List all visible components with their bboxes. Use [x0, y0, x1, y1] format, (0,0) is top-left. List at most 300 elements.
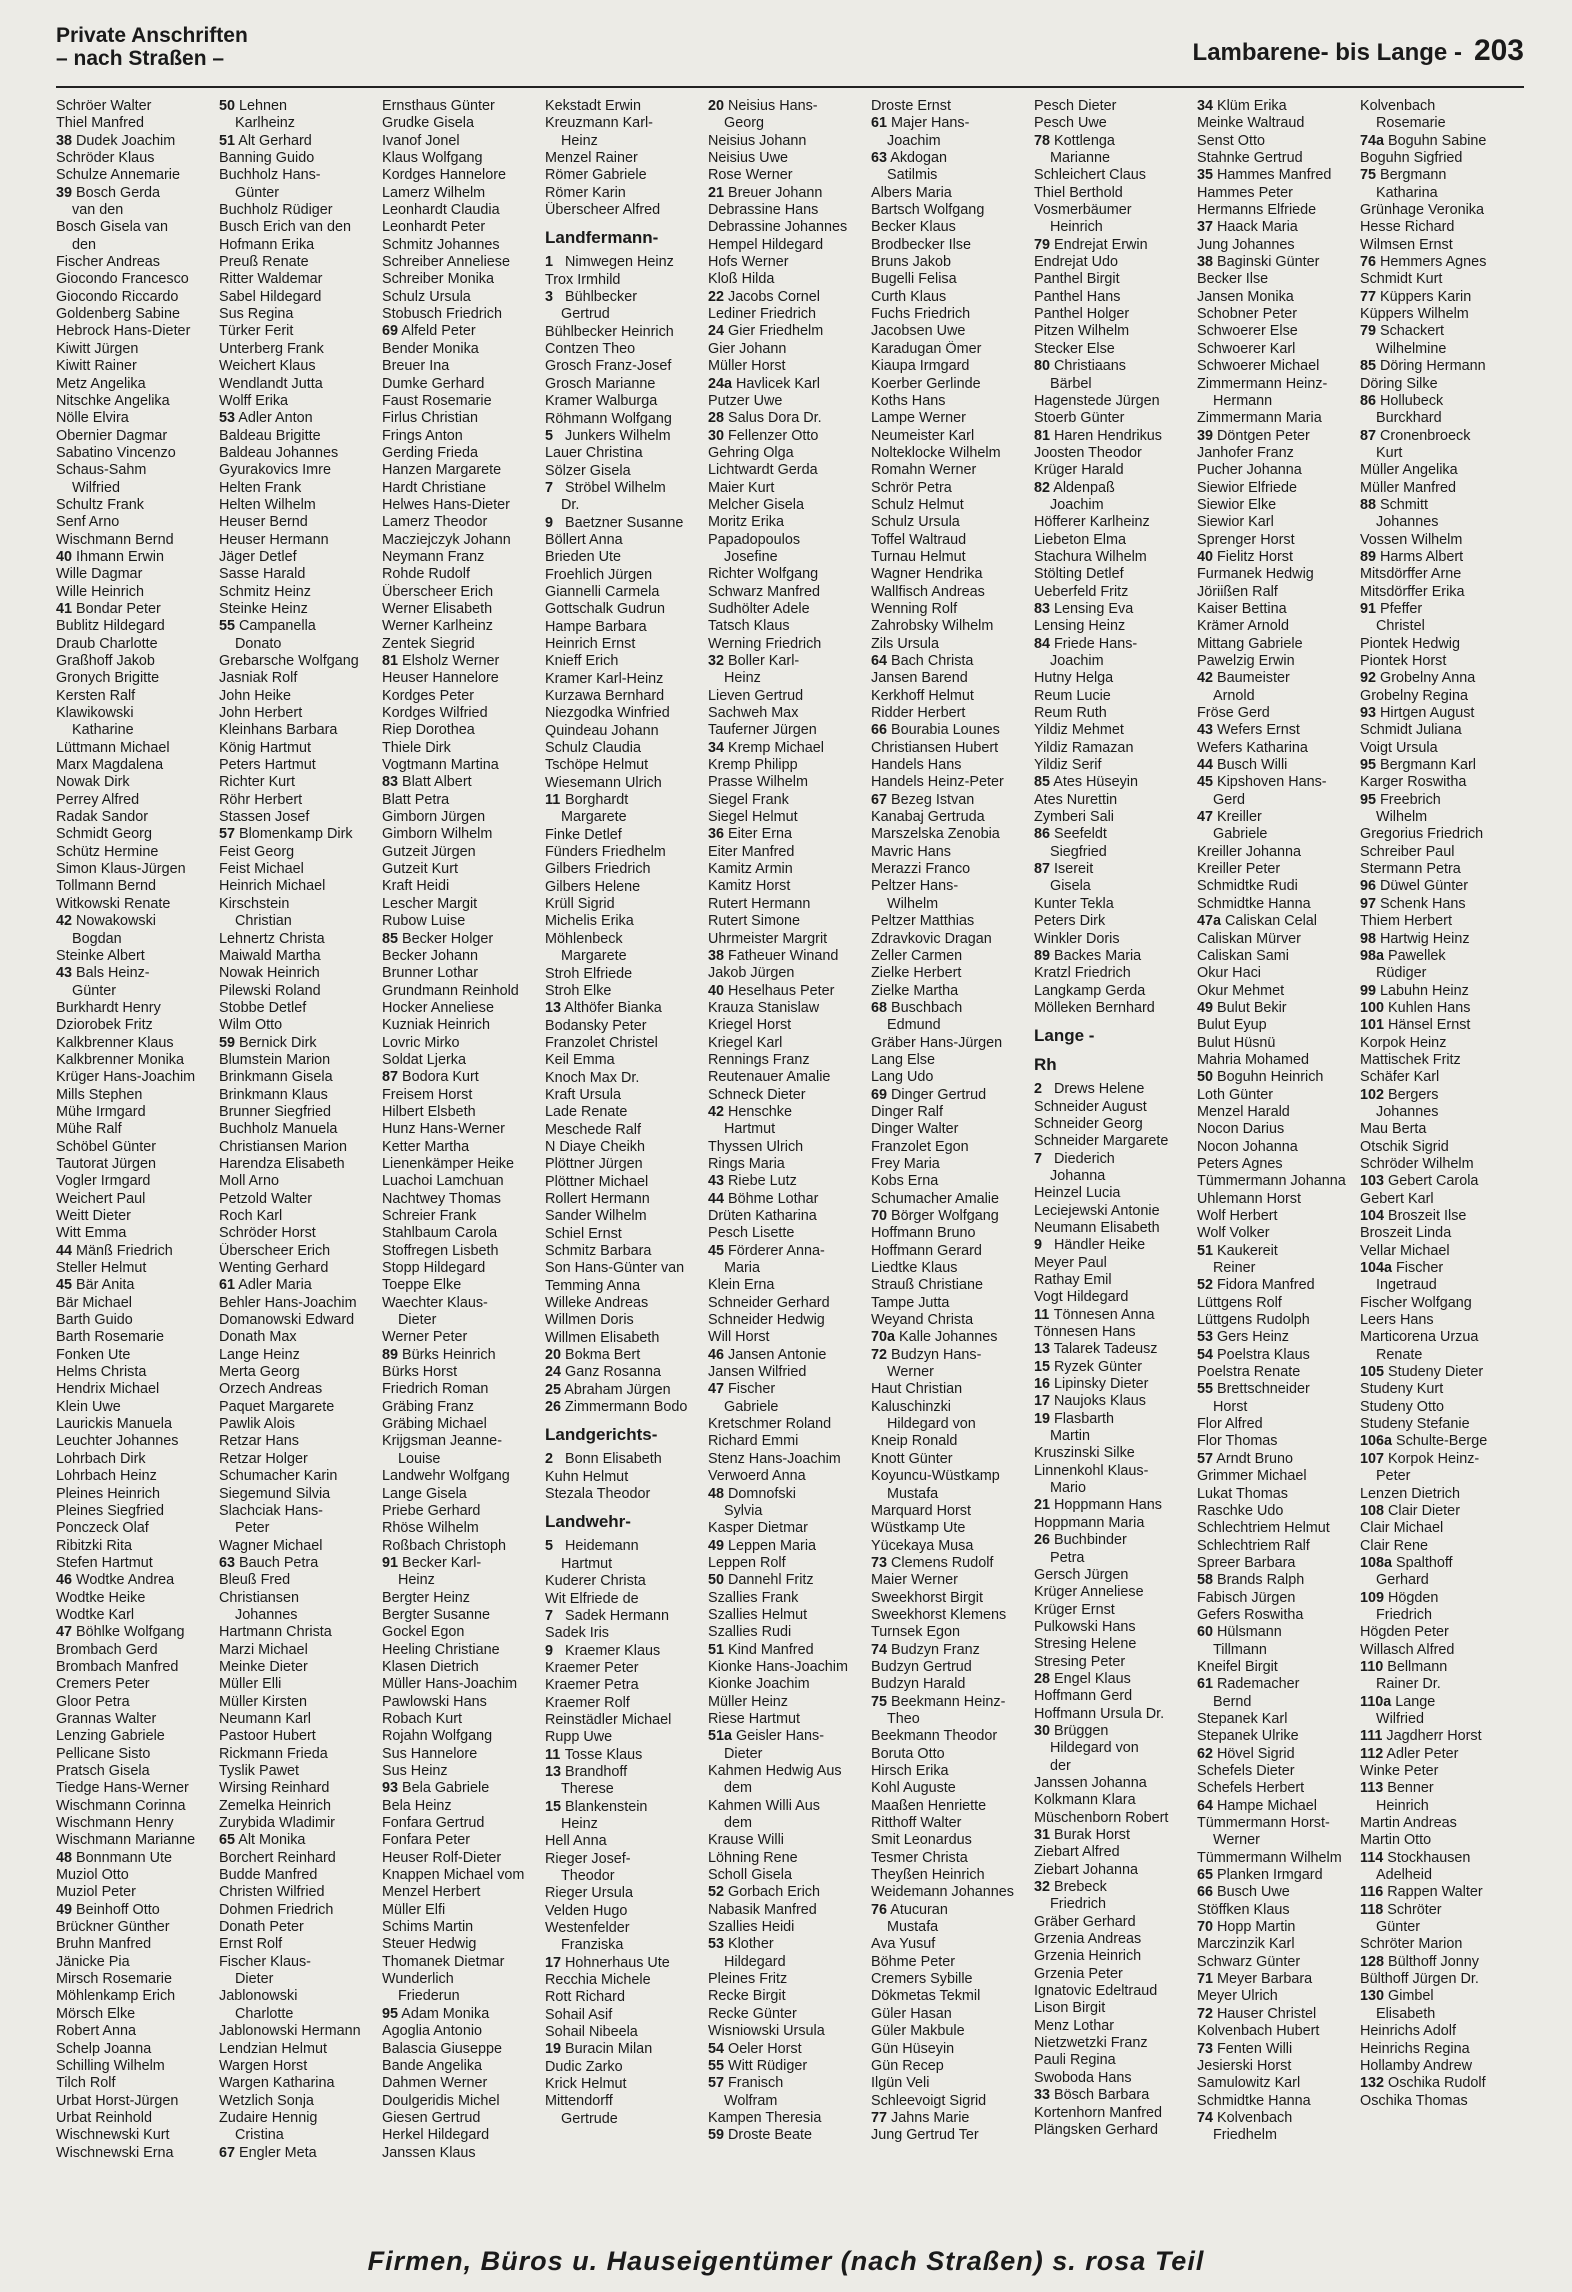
directory-entry: Brombach Manfred — [56, 1658, 179, 1675]
entry-continuation: Franziska — [561, 1937, 624, 1954]
directory-entry: Debrassine Hans — [708, 202, 819, 219]
directory-entry: Barth Guido — [56, 1312, 133, 1329]
house-number: 74 — [1197, 2109, 1214, 2126]
directory-entry: Werning Friedrich — [708, 635, 822, 652]
street-range: Lambarene- bis Lange - — [1192, 39, 1462, 66]
directory-entry: Schulze Annemarie — [56, 167, 180, 184]
directory-entry: Vogtmann Martina — [382, 757, 499, 774]
directory-entry: Sachweh Max — [708, 705, 799, 722]
directory-entry: Grannas Walter — [56, 1710, 157, 1727]
house-number: 21 — [1034, 1497, 1051, 1514]
directory-entry: Müller Kirsten — [219, 1693, 307, 1710]
directory-entry: Kreiller Johanna — [1197, 843, 1301, 860]
directory-entry: Kamitz Armin — [708, 861, 793, 878]
directory-entry: Karger Roswitha — [1360, 774, 1467, 791]
directory-entry: Gutzeit Kurt — [382, 861, 458, 878]
directory-entry: 87 Bodora Kurt — [382, 1069, 479, 1086]
directory-entry: Reinstädler Michael — [545, 1711, 672, 1728]
directory-entry: Gün Recep — [871, 2057, 944, 2074]
house-number: 108 — [1360, 1502, 1385, 1519]
directory-entry: Baldeau Johannes — [219, 444, 339, 461]
directory-entry: Steinke Albert — [56, 947, 145, 964]
entry-continuation: Tillmann — [1213, 1641, 1267, 1658]
directory-entry: Schulz Helmut — [871, 496, 964, 513]
directory-entry: Gottschalk Gudrun — [545, 601, 665, 618]
entry-continuation: Hildegard — [724, 1953, 786, 1970]
house-number: 2 — [545, 1451, 554, 1468]
directory-entry: 61 Rademacher — [1197, 1676, 1300, 1693]
directory-entry: Kolvenbach Hubert — [1197, 2023, 1320, 2040]
directory-entry: Tschöpe Helmut — [545, 757, 649, 774]
directory-entry: Bender Monika — [382, 340, 479, 357]
directory-entry: Gimborn Jürgen — [382, 809, 486, 826]
directory-entry: Jänicke Pia — [56, 1953, 130, 1970]
directory-entry: Kobs Erna — [871, 1173, 939, 1190]
entry-continuation: Adelheid — [1376, 1867, 1433, 1884]
directory-entry: Lediner Friedrich — [708, 306, 816, 323]
directory-entry: Gilbers Helene — [545, 878, 641, 895]
entry-continuation: Dr. — [561, 497, 580, 514]
directory-entry: Schumacher Amalie — [871, 1190, 999, 1207]
directory-entry: Siegel Helmut — [708, 809, 798, 826]
directory-entry: 63 Akdogan — [871, 150, 948, 167]
directory-entry: 70 Hopp Martin — [1197, 1919, 1296, 1936]
directory-entry: Panthel Holger — [1034, 306, 1130, 323]
entry-continuation: Wilfried — [1376, 1710, 1424, 1727]
directory-entry: Kiwitt Jürgen — [56, 340, 139, 357]
directory-entry: Knott Günter — [871, 1450, 953, 1467]
directory-entry: Janssen Klaus — [382, 2144, 476, 2161]
directory-entry: 33 Bösch Barbara — [1034, 2087, 1150, 2104]
directory-entry: Krause Willi — [708, 1832, 784, 1849]
directory-entry: Donath Max — [219, 1329, 297, 1346]
directory-entry: Gräber Gerhard — [1034, 1913, 1136, 1930]
directory-entry: Budzyn Harald — [871, 1676, 966, 1693]
entry-continuation: Katharine — [72, 722, 134, 739]
house-number: 79 — [1034, 236, 1051, 253]
directory-entry: Müller Angelika — [1360, 462, 1458, 479]
directory-entry: Schmitz Heinz — [219, 583, 311, 600]
directory-entry: Jablonowski Hermann — [219, 2023, 361, 2040]
directory-entry: 20 Neisius Hans- — [708, 98, 818, 114]
house-number: 11 — [1034, 1306, 1050, 1323]
directory-entry: Tümmermann Horst- — [1197, 1815, 1330, 1832]
directory-entry: Pratsch Gisela — [56, 1763, 150, 1779]
directory-entry: Kleinhans Barbara — [219, 722, 338, 739]
directory-entry: Hoffmann Gerard — [871, 1242, 982, 1259]
directory-entry: Leers Hans — [1360, 1312, 1434, 1329]
directory-entry: Hocker Anneliese — [382, 999, 494, 1016]
house-number: 71 — [1197, 1971, 1214, 1988]
directory-entry: Raschke Udo — [1197, 1502, 1284, 1519]
directory-entry: Marticorena Urzua — [1360, 1329, 1479, 1346]
directory-entry: Dohmen Friedrich — [219, 1901, 334, 1918]
directory-entry: Okur Haci — [1197, 965, 1261, 982]
directory-entry: Schröder Wilhelm — [1360, 1155, 1474, 1172]
directory-entry: 42 Nowakowski — [56, 913, 156, 930]
directory-entry: Überscheer Alfred — [545, 202, 661, 219]
house-number: 87 — [1034, 861, 1051, 878]
directory-entry: Jäger Detlef — [219, 548, 297, 565]
directory-entry: 95 Adam Monika — [382, 2005, 490, 2022]
directory-entry: Pleines Siegfried — [56, 1502, 164, 1519]
directory-entry: Nölle Elvira — [56, 410, 129, 427]
directory-entry: 39 Döntgen Peter — [1197, 427, 1310, 444]
house-number: 38 — [1197, 254, 1214, 271]
directory-entry: Cremers Peter — [56, 1676, 150, 1693]
directory-entry: Agoglia Antonio — [382, 2023, 483, 2040]
directory-entry: 71 Meyer Barbara — [1197, 1971, 1313, 1988]
entry-continuation: Hartmut — [561, 1555, 613, 1572]
directory-entry: Handels Heinz-Peter — [871, 774, 1004, 791]
directory-entry: Wodtke Heike — [56, 1589, 146, 1606]
directory-entry: Curth Klaus — [871, 288, 947, 305]
street-heading: Landgerichts- — [545, 1425, 658, 1445]
directory-entry: 36 Eiter Erna — [708, 826, 792, 843]
directory-entry: Richard Emmi — [708, 1433, 799, 1450]
directory-entry: Willasch Alfred — [1360, 1641, 1455, 1658]
directory-entry: Witkowski Renate — [56, 895, 171, 912]
directory-entry: Jacobsen Uwe — [871, 323, 966, 340]
house-number: 54 — [1197, 1346, 1214, 1363]
directory-entry: Tönnesen Hans — [1034, 1324, 1136, 1341]
house-number: 34 — [1197, 98, 1214, 114]
directory-entry: Becker Johann — [382, 947, 478, 964]
directory-entry: Barth Rosemarie — [56, 1329, 164, 1346]
house-number: 65 — [219, 1832, 236, 1849]
directory-entry: Witt Emma — [56, 1225, 127, 1242]
directory-entry: Buchholz Rüdiger — [219, 202, 333, 219]
directory-entry: Mörsch Elke — [56, 2005, 136, 2022]
directory-entry: Stölting Detlef — [1034, 566, 1124, 583]
directory-entry: Lensing Heinz — [1034, 618, 1126, 635]
directory-entry: Zemelka Heinrich — [219, 1797, 331, 1814]
directory-entry: Nocon Johanna — [1197, 1138, 1298, 1155]
entry-continuation: Heinz — [561, 1815, 598, 1832]
directory-entry: König Hartmut — [219, 739, 311, 756]
directory-entry: 48 Bonnmann Ute — [56, 1849, 173, 1866]
directory-entry: Stepanek Karl — [1197, 1710, 1288, 1727]
directory-entry: Spreer Barbara — [1197, 1554, 1296, 1571]
directory-entry: Ponczeck Olaf — [56, 1520, 149, 1537]
directory-entry: Tesmer Christa — [871, 1849, 968, 1866]
directory-entry: Bartsch Wolfgang — [871, 202, 985, 219]
directory-entry: Weitt Dieter — [56, 1208, 131, 1224]
directory-entry: Brückner Günther — [56, 1919, 170, 1936]
street-heading: Lange - — [1034, 1026, 1095, 1046]
directory-entry: Christiansen — [219, 1589, 299, 1606]
directory-entry: Perrey Alfred — [56, 791, 140, 808]
directory-entry: Moll Arno — [219, 1173, 279, 1190]
directory-entry: Stroh Elfriede — [545, 965, 633, 982]
directory-entry: 13 Talarek Tadeusz — [1034, 1341, 1158, 1358]
directory-entry: Maier Kurt — [708, 479, 775, 496]
directory-entry: 31 Burak Horst — [1034, 1827, 1130, 1843]
directory-entry: 83 Blatt Albert — [382, 774, 472, 791]
directory-entry: Boguhn Sigfried — [1360, 150, 1463, 167]
directory-entry: Lampe Werner — [871, 410, 966, 427]
directory-entry: Knappen Michael vom — [382, 1867, 525, 1884]
directory-entry: 64 Bach Christa — [871, 653, 974, 669]
directory-entry: Macziejczyk Johann — [382, 531, 511, 548]
directory-entry: Lendzian Helmut — [219, 2040, 327, 2057]
column-9 — [1360, 98, 1523, 2238]
directory-entry: Eiter Manfred — [708, 843, 795, 860]
directory-entry: Pilewski Roland — [219, 982, 321, 999]
directory-entry: Karadugan Ömer — [871, 340, 982, 357]
entry-continuation: Johannes — [1376, 514, 1439, 531]
directory-entry: Zahrobsky Wilhelm — [871, 618, 994, 635]
house-number: 83 — [1034, 600, 1051, 617]
house-number: 35 — [1197, 167, 1214, 184]
directory-entry: 38 Dudek Joachim — [56, 132, 176, 149]
directory-entry: Kalkbrenner Klaus — [56, 1034, 174, 1051]
directory-entry: Herkel Hildegard — [382, 2127, 490, 2144]
directory-entry: Wilm Otto — [219, 1017, 283, 1034]
entry-continuation: Cristina — [235, 2127, 284, 2144]
directory-entry: Flor Alfred — [1197, 1416, 1263, 1433]
directory-entry: 65 Alt Monika — [219, 1832, 306, 1849]
entry-continuation: Karlheinz — [235, 115, 295, 132]
directory-entry: 104a Fischer — [1360, 1260, 1444, 1277]
directory-entry: Samulowitz Karl — [1197, 2075, 1301, 2092]
directory-entry: Niezgodka Winfried — [545, 705, 670, 722]
directory-entry: Lieven Gertrud — [708, 687, 804, 704]
directory-entry: 52 Gorbach Erich — [708, 1884, 820, 1901]
directory-entry: Siewior Elfriede — [1197, 479, 1297, 496]
directory-entry: Pucher Johanna — [1197, 462, 1302, 479]
directory-entry: Zielke Martha — [871, 982, 959, 999]
directory-entry: Klasen Dietrich — [382, 1658, 479, 1675]
directory-entry: Sasse Harald — [219, 566, 306, 583]
house-number: 43 — [708, 1173, 725, 1190]
directory-entry: Tautorat Jürgen — [56, 1155, 156, 1172]
directory-entry: Kanabaj Gertruda — [871, 809, 985, 826]
directory-entry: Lehnertz Christa — [219, 930, 325, 947]
house-number: 9 — [545, 1642, 554, 1659]
directory-entry: Szallies Helmut — [708, 1606, 808, 1623]
directory-entry: 47 Fischer — [708, 1381, 776, 1398]
directory-entry: Ziebart Alfred — [1034, 1844, 1120, 1861]
directory-entry: Kasper Dietmar — [708, 1520, 808, 1537]
house-number: 79 — [1360, 323, 1377, 340]
directory-entry: Ernst Rolf — [219, 1936, 283, 1953]
directory-entry: Lade Renate — [545, 1104, 628, 1121]
directory-entry: 51 Kind Manfred — [708, 1641, 814, 1658]
directory-entry: Tiedge Hans-Werner — [56, 1780, 189, 1797]
directory-entry: Wargen Katharina — [219, 2075, 335, 2092]
directory-entry: Heinrichs Regina — [1360, 2040, 1470, 2057]
directory-entry: Leuchter Johannes — [56, 1433, 179, 1450]
directory-entry: Balascia Giuseppe — [382, 2040, 502, 2057]
house-number: 70a — [871, 1329, 896, 1346]
entry-continuation: Rosemarie — [1376, 115, 1446, 132]
directory-entry: 26 Zimmermann Bodo — [545, 1399, 688, 1416]
entry-continuation: Martin — [1050, 1428, 1090, 1445]
directory-entry: Schmidt Juliana — [1360, 722, 1462, 739]
directory-entry: Rojahn Wolfgang — [382, 1728, 493, 1745]
entry-continuation: Siegfried — [1050, 843, 1107, 860]
directory-entry: Menzel Herbert — [382, 1884, 481, 1901]
house-number: 85 — [382, 930, 399, 947]
entry-continuation: Ingetraud — [1376, 1277, 1437, 1294]
house-number: 100 — [1360, 999, 1385, 1016]
directory-entry: 26 Buchbinder — [1034, 1532, 1127, 1549]
directory-entry: Theyßen Heinrich — [871, 1867, 985, 1884]
directory-entry: Dinger Ralf — [871, 1103, 943, 1120]
directory-entry: Wüstkamp Ute — [871, 1520, 966, 1537]
house-number: 51a — [708, 1728, 733, 1745]
directory-entry: 11 Tönnesen Anna — [1034, 1306, 1155, 1323]
directory-entry: Gregorius Friedrich — [1360, 826, 1484, 843]
directory-entry: Trox Irmhild — [545, 271, 621, 288]
directory-entry: Lichtwardt Gerda — [708, 462, 818, 479]
directory-entry: 87 Isereit — [1034, 861, 1094, 878]
directory-entry: Fischer Wolfgang — [1360, 1294, 1472, 1311]
directory-entry: Tümmermann Wilhelm — [1197, 1849, 1342, 1866]
directory-entry: Kahmen Willi Aus — [708, 1797, 820, 1814]
directory-entry: Yildiz Serif — [1034, 757, 1102, 774]
directory-entry: 107 Korpok Heinz- — [1360, 1450, 1480, 1467]
directory-entry: 49 Bulut Bekir — [1197, 999, 1287, 1016]
directory-entry: 76 Atucuran — [871, 1901, 948, 1918]
house-number: 51 — [219, 132, 236, 149]
directory-entry: Giocondo Francesco — [56, 271, 189, 288]
directory-entry: 44 Busch Willi — [1197, 757, 1288, 774]
directory-entry: Burkhardt Henry — [56, 999, 161, 1016]
directory-entry: 86 Hollubeck — [1360, 392, 1444, 409]
directory-entry: Nitschke Angelika — [56, 392, 170, 409]
house-number: 26 — [545, 1399, 562, 1416]
house-number: 31 — [1034, 1827, 1051, 1843]
directory-entry: Frey Maria — [871, 1155, 940, 1172]
directory-entry: Schütz Hermine — [56, 843, 159, 860]
directory-entry: Gloor Petra — [56, 1693, 130, 1710]
house-number: 1 — [545, 254, 554, 271]
directory-entry: Peltzer Matthias — [871, 913, 975, 930]
directory-entry: Stresing Helene — [1034, 1636, 1137, 1653]
directory-entry: Tampe Jutta — [871, 1294, 950, 1311]
house-number: 41 — [56, 600, 73, 617]
directory-entry: 42 Baumeister — [1197, 670, 1290, 687]
directory-entry: Stermann Petra — [1360, 861, 1461, 878]
entry-continuation: Bärbel — [1050, 375, 1092, 392]
directory-entry: 53 Adler Anton — [219, 410, 313, 427]
directory-entry: 11 Borghardt — [545, 792, 629, 809]
entry-continuation: Margarete — [561, 948, 627, 965]
directory-entry: Marquard Horst — [871, 1502, 971, 1519]
directory-entry: Fonfara Peter — [382, 1832, 470, 1849]
directory-entry: 41 Bondar Peter — [56, 600, 161, 617]
directory-entry: 50 Boguhn Heinrich — [1197, 1069, 1324, 1086]
entry-continuation: Hermann — [1213, 392, 1273, 409]
directory-entry: Jansen Wilfried — [708, 1364, 807, 1381]
entry-continuation: Theo — [887, 1710, 920, 1727]
directory-entry: 43 Wefers Ernst — [1197, 722, 1300, 739]
directory-entry: Lauer Christina — [545, 445, 643, 462]
directory-entry: Wetzlich Sonja — [219, 2092, 314, 2109]
house-number: 96 — [1360, 878, 1377, 895]
entry-continuation: Hildegard von — [1050, 1740, 1139, 1757]
directory-entry: Krämer Arnold — [1197, 618, 1289, 635]
directory-entry: Hoffmann Ursula Dr. — [1034, 1705, 1165, 1722]
directory-entry: Schreiber Anneliese — [382, 254, 510, 271]
house-number: 53 — [708, 1936, 725, 1953]
house-number: 32 — [708, 653, 725, 669]
directory-entry: Meschede Ralf — [545, 1121, 641, 1138]
house-number: 112 — [1360, 1745, 1384, 1762]
directory-entry: Franzolet Christel — [545, 1034, 658, 1051]
directory-entry: Froehlich Jürgen — [545, 566, 653, 583]
directory-entry: Reum Ruth — [1034, 705, 1107, 722]
directory-entry: Pellicane Sisto — [56, 1745, 151, 1762]
directory-entry: Gier Johann — [708, 340, 787, 357]
directory-entry: Hell Anna — [545, 1833, 607, 1850]
directory-entry: Kurzawa Bernhard — [545, 688, 665, 704]
directory-entry: Wagner Hendrika — [871, 566, 983, 583]
directory-entry: 15 Blankenstein — [545, 1798, 648, 1815]
entry-continuation: Horst — [1213, 1398, 1248, 1415]
directory-entry: 42 Henschke — [708, 1103, 793, 1120]
entry-continuation: dem — [724, 1780, 752, 1797]
directory-entry: Ava Yusuf — [871, 1936, 936, 1953]
directory-entry: Schultz Frank — [56, 496, 144, 513]
house-number: 104a — [1360, 1260, 1393, 1277]
directory-entry: Schlechtriem Ralf — [1197, 1537, 1310, 1554]
directory-entry: Böhme Peter — [871, 1953, 955, 1970]
directory-entry: 40 Ihmann Erwin — [56, 548, 164, 565]
house-number: 75 — [1360, 167, 1377, 184]
directory-entry: Lang Else — [871, 1051, 936, 1068]
directory-entry: Fischer Klaus- — [219, 1953, 311, 1970]
directory-entry: 24 Ganz Rosanna — [545, 1364, 662, 1381]
house-number: 86 — [1034, 826, 1051, 843]
entry-continuation: Edmund — [887, 1017, 941, 1034]
directory-entry: Strauß Christiane — [871, 1277, 983, 1294]
directory-entry: Stezala Theodor — [545, 1486, 651, 1503]
directory-entry: 35 Hammes Manfred — [1197, 167, 1332, 184]
directory-entry: 32 Boller Karl- — [708, 653, 800, 669]
entry-continuation: Werner — [1213, 1832, 1260, 1849]
house-number: 67 — [219, 2144, 236, 2161]
house-number: 9 — [1034, 1237, 1043, 1254]
entry-continuation: Joachim — [1050, 653, 1104, 669]
directory-entry: Wodtke Karl — [56, 1606, 135, 1623]
directory-entry: Schneider Margarete — [1034, 1133, 1169, 1150]
house-number: 43 — [56, 965, 73, 982]
directory-entry: Rathay Emil — [1034, 1272, 1112, 1288]
column-6 — [871, 98, 1034, 2238]
directory-entry: Liebeton Elma — [1034, 531, 1127, 548]
directory-entry: Pulkowski Hans — [1034, 1618, 1136, 1635]
entry-continuation: Louise — [398, 1450, 441, 1467]
entry-continuation: Gerhard — [1376, 1572, 1429, 1589]
house-number: 89 — [1360, 548, 1377, 565]
directory-entry: Böllert Anna — [545, 531, 623, 548]
directory-entry: 67 Bezeg Istvan — [871, 791, 975, 808]
directory-entry: Schwoerer Karl — [1197, 340, 1296, 357]
directory-entry: Kolkmann Klara — [1034, 1792, 1136, 1809]
directory-entry: Sohail Nibeela — [545, 2024, 638, 2041]
directory-entry: Müller Elli — [219, 1676, 282, 1693]
entry-continuation: Georg — [724, 115, 764, 132]
directory-entry: Güler Hasan — [871, 2005, 952, 2022]
directory-entry: 83 Lensing Eva — [1034, 600, 1134, 617]
directory-entry: Menzel Rainer — [545, 150, 638, 167]
directory-entry: Fabisch Jürgen — [1197, 1589, 1296, 1606]
house-number: 110a — [1360, 1693, 1392, 1710]
directory-entry: Domanowski Edward — [219, 1312, 355, 1329]
